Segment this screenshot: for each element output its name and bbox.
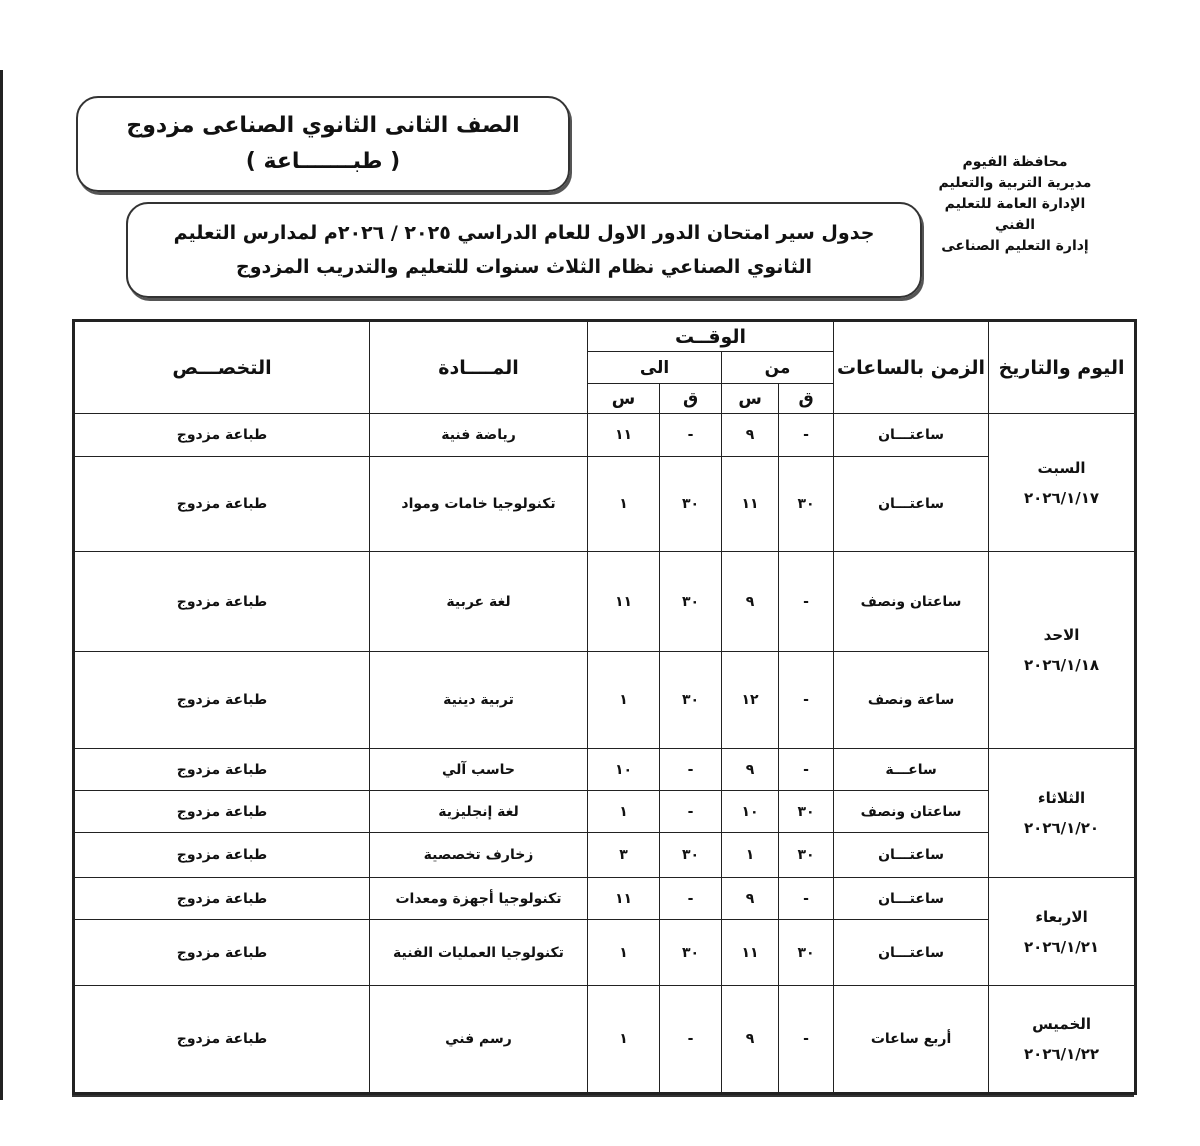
subject-cell: تكنولوجيا خامات ومواد	[370, 457, 588, 552]
day-name: الثلاثاء	[1037, 789, 1086, 807]
to-minute-cell: -	[660, 749, 722, 791]
subject-cell: رياضة فنية	[370, 414, 588, 457]
duration-cell: ساعتـــان	[834, 414, 989, 457]
to-hour-cell: ١	[588, 457, 660, 552]
day-name: الاحد	[1043, 626, 1080, 644]
specialization-cell: طباعة مزدوج	[74, 986, 370, 1094]
to-minute-cell: -	[660, 414, 722, 457]
subject-cell: تكنولوجيا أجهزة ومعدات	[370, 878, 588, 920]
schedule-title-line1: جدول سير امتحان الدور الاول للعام الدراسي ٢٠٢٥ / ٢٠٢٦م لمدارس التعليم	[173, 222, 875, 244]
specialization-cell: طباعة مزدوج	[74, 749, 370, 791]
exam-date: ٢٠٢٦/١/١٨	[1024, 656, 1100, 674]
schedule-title-line2: الثانوي الصناعي نظام الثلاث سنوات للتعليم والتدريب المزدوج	[236, 256, 812, 278]
from-hour-cell: ٩	[722, 414, 779, 457]
from-hour-cell: ١١	[722, 457, 779, 552]
header-from-minute: ق	[779, 384, 834, 414]
from-hour-cell: ١٢	[722, 652, 779, 749]
subject-cell: تربية دينية	[370, 652, 588, 749]
specialization-cell: طباعة مزدوج	[74, 414, 370, 457]
to-hour-cell: ١	[588, 791, 660, 833]
general-administration: الإدارة العامة للتعليم الفني	[944, 196, 1086, 233]
administration: إدارة التعليم الصناعى	[941, 238, 1089, 254]
duration-cell: ساعتـــان	[834, 920, 989, 986]
header-from-hour: س	[722, 384, 779, 414]
duration-cell: ساعتـــان	[834, 833, 989, 878]
bottom-line	[72, 1095, 1134, 1097]
day-name: السبت	[1037, 458, 1086, 477]
table-row	[74, 986, 1136, 1094]
from-minute-cell: -	[779, 878, 834, 920]
exam-date: ٢٠٢٦/١/٢٢	[1024, 1045, 1100, 1063]
header-time: الوقــت	[588, 321, 834, 352]
grade-title-box	[76, 96, 570, 192]
to-hour-cell: ١١	[588, 552, 660, 652]
schedule-body	[74, 414, 1136, 1094]
from-minute-cell: -	[779, 552, 834, 652]
day-name: الاربعاء	[1035, 907, 1088, 926]
day-name: الخميس	[1032, 1015, 1092, 1033]
to-hour-cell: ١	[588, 652, 660, 749]
duration-cell: ساعتان ونصف	[834, 552, 989, 652]
to-hour-cell: ١	[588, 986, 660, 1094]
from-hour-cell: ٩	[722, 552, 779, 652]
to-hour-cell: ٣	[588, 833, 660, 878]
from-minute-cell: -	[779, 986, 834, 1094]
to-minute-cell: ٣٠	[660, 833, 722, 878]
exam-schedule-table	[72, 319, 1137, 1095]
subject-cell: حاسب آلي	[370, 749, 588, 791]
schedule-title-box	[126, 202, 922, 298]
specialization-cell: طباعة مزدوج	[74, 552, 370, 652]
table-row	[74, 791, 1136, 833]
subject-cell: لغة إنجليزية	[370, 791, 588, 833]
header-specialization: التخصـــص	[74, 321, 370, 414]
governorate: محافظة الفيوم	[962, 154, 1068, 170]
table-row	[74, 414, 1136, 457]
table-row	[74, 552, 1136, 652]
subject-cell: تكنولوجيا العمليات الفنية	[370, 920, 588, 986]
duration-cell: أربع ساعات	[834, 986, 989, 1094]
scan-edge-line	[0, 70, 3, 1100]
day-date-cell	[989, 414, 1136, 552]
duration-cell: ساعة ونصف	[834, 652, 989, 749]
to-minute-cell: ٣٠	[660, 920, 722, 986]
from-minute-cell: ٣٠	[779, 920, 834, 986]
to-minute-cell: ٣٠	[660, 552, 722, 652]
from-hour-cell: ٩	[722, 749, 779, 791]
day-date-cell	[989, 878, 1136, 986]
header-subject: المــــادة	[370, 321, 588, 414]
to-minute-cell: ٣٠	[660, 652, 722, 749]
to-minute-cell: -	[660, 986, 722, 1094]
table-row	[74, 457, 1136, 552]
grade-title: الصف الثانى الثانوي الصناعى مزدوج	[126, 113, 520, 138]
to-minute-cell: ٣٠	[660, 457, 722, 552]
from-hour-cell: ١	[722, 833, 779, 878]
from-hour-cell: ٩	[722, 986, 779, 1094]
table-row	[74, 920, 1136, 986]
header-duration: الزمن بالساعات	[834, 321, 989, 414]
from-hour-cell: ١٠	[722, 791, 779, 833]
header-to-minute: ق	[660, 384, 722, 414]
specialization-cell: طباعة مزدوج	[74, 791, 370, 833]
duration-cell: ساعـــة	[834, 749, 989, 791]
to-hour-cell: ١١	[588, 414, 660, 457]
subject-cell: رسم فني	[370, 986, 588, 1094]
day-date-cell	[989, 749, 1136, 878]
day-date-cell	[989, 552, 1136, 749]
from-minute-cell: ٣٠	[779, 791, 834, 833]
from-minute-cell: -	[779, 652, 834, 749]
from-minute-cell: ٣٠	[779, 833, 834, 878]
from-minute-cell: ٣٠	[779, 457, 834, 552]
from-hour-cell: ١١	[722, 920, 779, 986]
exam-date: ٢٠٢٦/١/١٧	[1024, 488, 1100, 507]
organization-header	[930, 152, 1100, 257]
from-minute-cell: -	[779, 749, 834, 791]
specialization-cell: طباعة مزدوج	[74, 878, 370, 920]
from-minute-cell: -	[779, 414, 834, 457]
duration-cell: ساعتـــان	[834, 878, 989, 920]
duration-cell: ساعتـــان	[834, 457, 989, 552]
to-hour-cell: ١٠	[588, 749, 660, 791]
to-minute-cell: -	[660, 878, 722, 920]
specialization-cell: طباعة مزدوج	[74, 920, 370, 986]
header-to-hour: س	[588, 384, 660, 414]
header-day-date: اليوم والتاريخ	[989, 321, 1136, 414]
specialization-cell: طباعة مزدوج	[74, 652, 370, 749]
table-row	[74, 749, 1136, 791]
specialization-cell: طباعة مزدوج	[74, 457, 370, 552]
exam-date: ٢٠٢٦/١/٢٠	[1024, 819, 1100, 837]
subject-cell: زخارف تخصصية	[370, 833, 588, 878]
exam-date: ٢٠٢٦/١/٢١	[1024, 937, 1100, 956]
specialization-title: ( طبـــــــاعة )	[245, 149, 401, 174]
to-minute-cell: -	[660, 791, 722, 833]
from-hour-cell: ٩	[722, 878, 779, 920]
header-to: الى	[588, 352, 722, 384]
table-row	[74, 878, 1136, 920]
subject-cell: لغة عربية	[370, 552, 588, 652]
day-date-cell	[989, 986, 1136, 1094]
to-hour-cell: ١١	[588, 878, 660, 920]
duration-cell: ساعتان ونصف	[834, 791, 989, 833]
to-hour-cell: ١	[588, 920, 660, 986]
directorate: مديرية التربية والتعليم	[938, 175, 1092, 191]
header-from: من	[722, 352, 834, 384]
table-row	[74, 652, 1136, 749]
table-row	[74, 833, 1136, 878]
specialization-cell: طباعة مزدوج	[74, 833, 370, 878]
